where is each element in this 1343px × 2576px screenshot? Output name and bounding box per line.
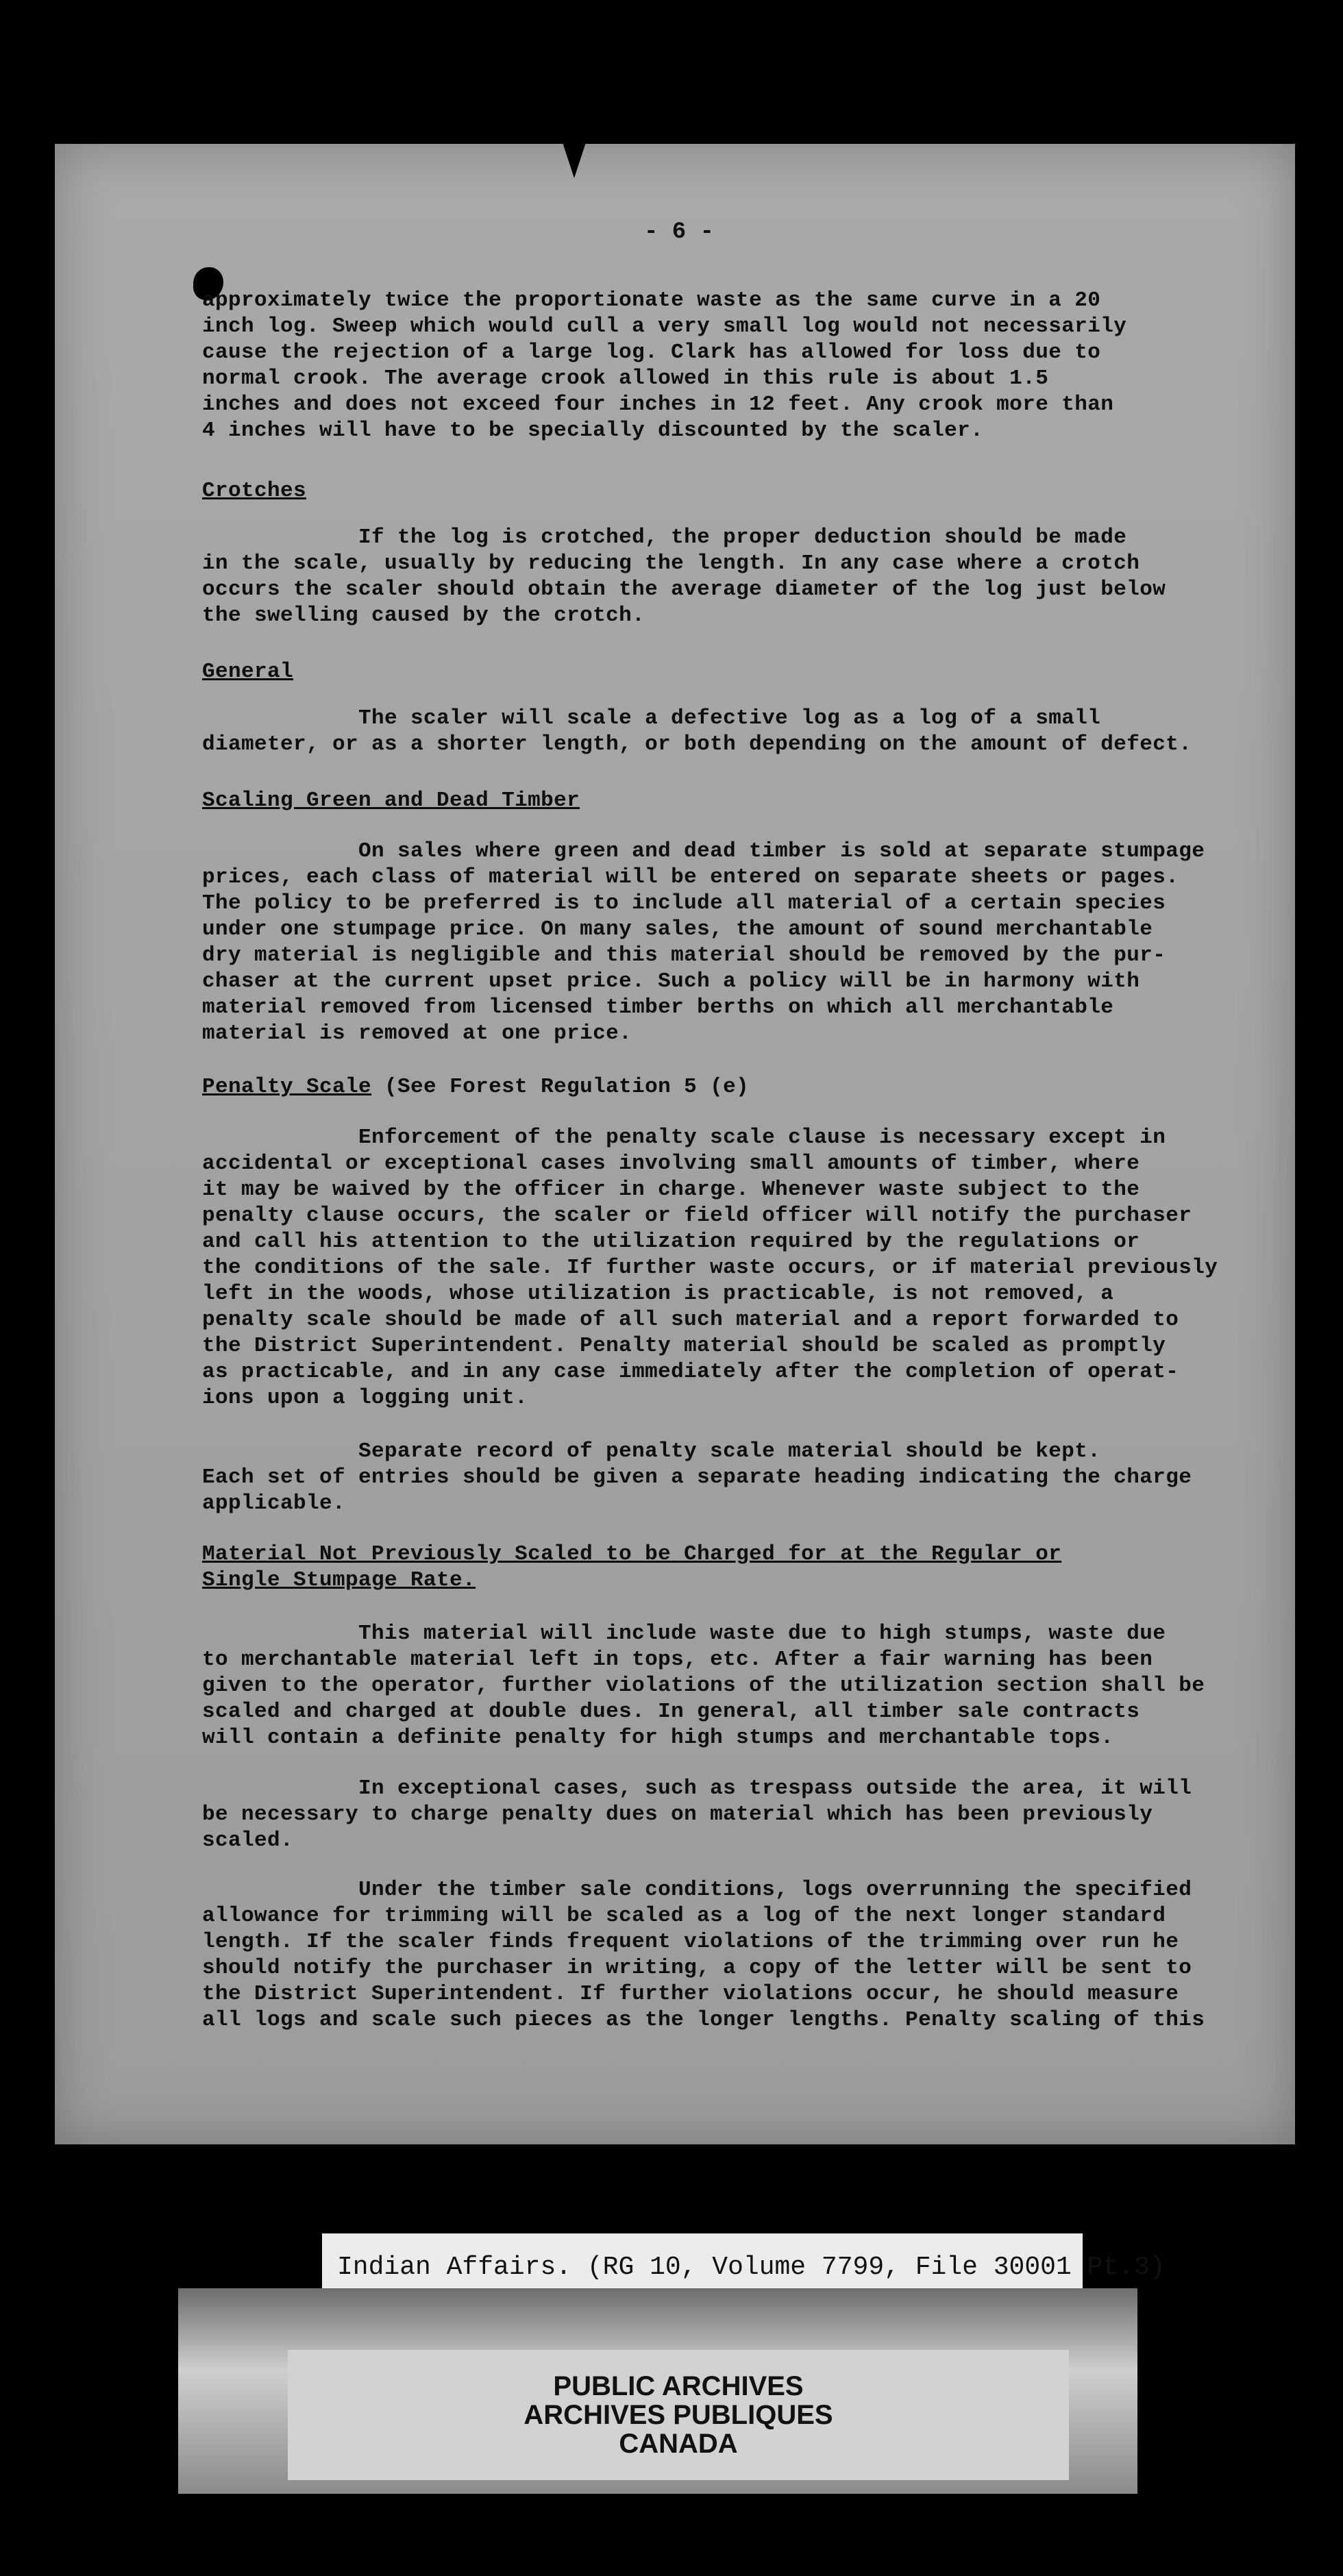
heading-penalty-scale-line (202, 1074, 1230, 1100)
stamp-line-public-archives: PUBLIC ARCHIVES (553, 2371, 804, 2401)
stamp-line-canada: CANADA (619, 2429, 738, 2459)
penalty-regulation-ref: (See Forest Regulation 5 (e) (371, 1075, 750, 1099)
paragraph-exceptional-cases: In exceptional cases, such as trespass outside the area, it will be necessary to charge penalty dues on material which has been previously scaled. (202, 1776, 1192, 1853)
archive-stamp (288, 2350, 1069, 2480)
paragraph-timber-sale-conditions: Under the timber sale conditions, logs overrunning the specified allowance for trimming will be scaled as a log of the next longer standard length. If the scaler finds frequent violations of the trimming over run he should notify the purchaser in writing, a copy of the letter will be sent to the District Superintendent. If further violations occur, he should measure all logs and scale such pieces as the longer lengths. Penalty scaling of this (202, 1878, 1205, 2032)
paragraph-penalty-scale: Enforcement of the penalty scale clause is necessary except in accidental or exceptional cases involving small amounts of timber, where it may be waived by the officer in charge. Whenever waste subject to the penalty clause occurs, the scaler or field officer will notify the purchaser and call his attention to the utilization required by the regulations or the conditions of the sale. If further waste occurs, or if material previously left in the woods, whose utilization is practicable, is not removed, a penalty scale should be made of all such material and a report forwarded to the District Superintendent. Penalty material should be scaled as promptly as practicable, and in any case immediately after the completion of operat- ions upon a logging unit. (202, 1126, 1218, 1410)
heading-material-not-scaled-1: Material Not Previously Scaled to be Charged for at the Regular or (202, 1542, 1062, 1566)
stamp-line-archives-publiques: ARCHIVES PUBLIQUES (523, 2400, 833, 2430)
page-notch (562, 140, 587, 178)
paragraph-material-not-scaled: This material will include waste due to high stumps, waste due to merchantable material left in tops, etc. After a fair warning has been given to the operator, further violations of the utilization section shall be scaled and charged at double dues. In general, all timber sale contracts will contain a definite penalty for high stumps and merchantable tops. (202, 1622, 1205, 1750)
page-number: - 6 - (644, 219, 715, 245)
paragraph-scaling-green-dead: On sales where green and dead timber is sold at separate stumpage prices, each class of material will be entered on separate sheets or pages. The policy to be preferred is to include all material of a certain species under one stumpage price. On many sales, the amount of sound merchantable dry material is negligible and this material should be removed by the pur- chaser at the current upset price. Such a policy will be in harmony with material removed from licensed timber berths on which all merchantable material is removed at one price. (202, 839, 1205, 1045)
paragraph-separate-record: Separate record of penalty scale material should be kept. Each set of entries should be given a separate heading indicating the charge applicable. (202, 1439, 1192, 1515)
archive-reference: Indian Affairs. (RG 10, Volume 7799, File 30001 Pt.3) (337, 2253, 1166, 2282)
heading-crotches: Crotches (202, 479, 307, 503)
heading-scaling-green-dead: Scaling Green and Dead Timber (202, 789, 580, 813)
paragraph-sweep-crook: approximately twice the proportionate waste as the same curve in a 20 inch log. Sweep which would cull a very small log would not necessarily cause the rejection of a large log. Clark has allowed for loss due to normal crook. The average crook allowed in this rule is about 1.5 inches and does not exceed four inches in 12 feet. Any crook more than 4 inches will have to be specially discounted by the scaler. (202, 288, 1127, 443)
paragraph-general: The scaler will scale a defective log as a log of a small diameter, or as a shorter length, or both depending on the amount of defect. (202, 706, 1192, 756)
heading-general: General (202, 660, 294, 684)
heading-material-not-scaled-2: Single Stumpage Rate. (202, 1568, 476, 1592)
paragraph-crotches: If the log is crotched, the proper deduction should be made in the scale, usually by reducing the length. In any case where a crotch occurs the scaler should obtain the average diameter of the log just below the swelling caused by the crotch. (202, 525, 1166, 628)
heading-penalty-scale: Penalty Scale (202, 1075, 372, 1099)
